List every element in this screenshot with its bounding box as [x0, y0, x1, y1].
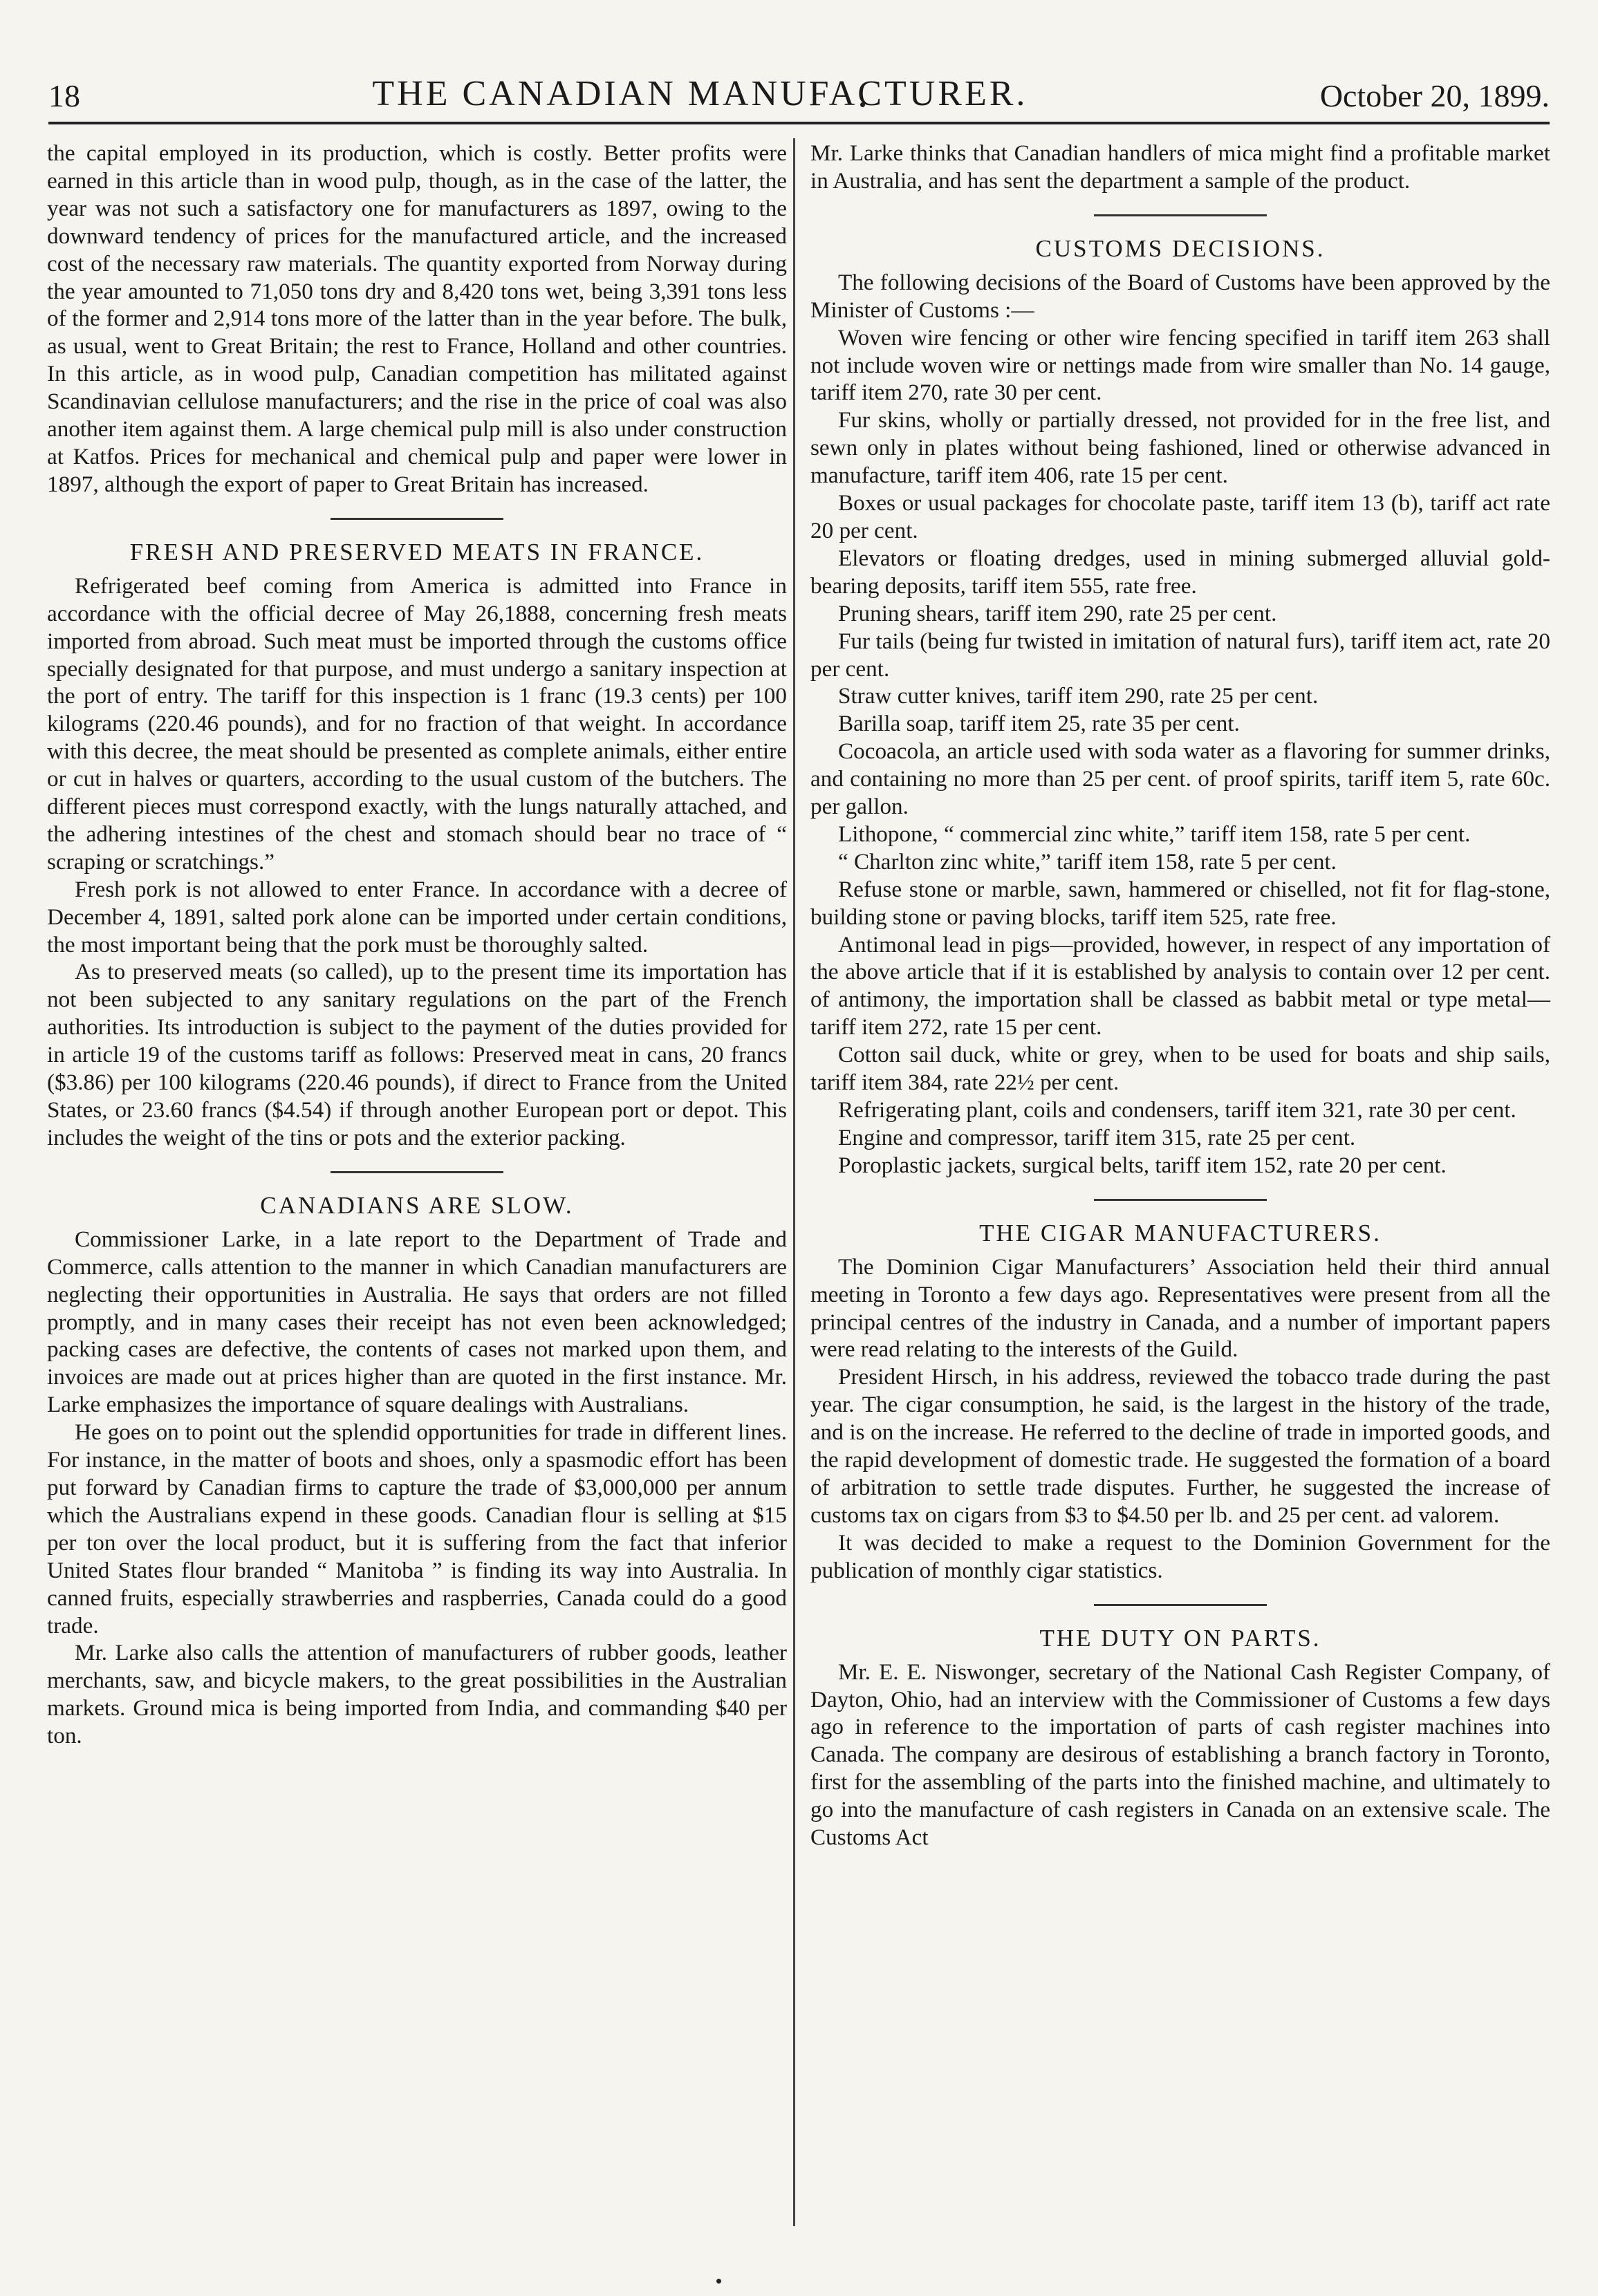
customs-decision: Lithopone, “ commercial zinc white,” tariff item 158, rate 5 per cent. — [838, 821, 1471, 847]
meats-paragraph: Refrigerated beef coming from America is admitted into France in accordance with the official decree of May 26,1888, concerning fresh meats imported from abroad. Such meat must be imported through the customs office specially designated for that purpose, and must undergo a sanitary inspection at the port of entry. The tariff for this inspection is 1 franc (19.3 cents) per 100 kilograms (220.46 pounds), and for no fraction of that weight. In accordance with this decree, the meat should be presented as complete animals, either entire or cut in halves or quarters, according to the usual custom of the butchers. The different pieces must correspond exactly, with the lungs naturally attached, and the adhering intestines of the chest and stomach should bear no trace of “ scraping or scratchings.” — [47, 572, 787, 875]
meats-paragraph: Fresh pork is not allowed to enter France. In accordance with a decree of December 4, 1891, salted pork alone can be imported under certain conditions, the most important being that the pork must be thoroughly salted. — [47, 876, 787, 958]
publication-title: THE CANADIAN MANUFACTURER. — [372, 74, 1028, 113]
customs-decision: Poroplastic jackets, surgical belts, tariff item 152, rate 20 per cent. — [838, 1152, 1447, 1178]
header-rule — [48, 122, 1550, 124]
cigar-paragraph: President Hirsch, in his address, reviewed the tobacco trade during the past year. The cigar consumption, he said, is the largest in the history of the trade, and is on the increase. He referred to the decline of trade in imported goods, and the rapid development of domestic trade. He suggested the formation of a board of arbitration to settle trade disputes. Further, he suggested the increase of customs tax on cigars from $3 to $4.50 per lb. and 25 per cent. ad valorem. — [810, 1364, 1550, 1528]
customs-decision: Antimonal lead in pigs—provided, however, in respect of any importation of the above article that if it is established by analysis to contain over 12 per cent. of antimony, the importation shall be classed as babbit metal or type metal—tariff item 272, rate 15 per cent. — [810, 931, 1550, 1040]
meats-paragraph: As to preserved meats (so called), up to the present time its importation has not been subjected to any sanitary regulations on the part of the French authorities. Its introduction is subject to the payment of the duties provided for in article 19 of the customs tariff as follows: Preserved meat in cans, 20 francs ($3.86) per 100 kilograms (220.46 pounds), if direct to France from the United States, or 23.60 francs ($4.54) if through another European port or depot. This includes the weight of the tins or pots and the exterior packing. — [47, 959, 787, 1150]
slow-heading: CANADIANS ARE SLOW. — [260, 1191, 574, 1219]
customs-decision: Refrigerating plant, coils and condensers, tariff item 321, rate 30 per cent. — [838, 1097, 1516, 1123]
cigar-paragraph: The Dominion Cigar Manufacturers’ Association held their third annual meeting in Toronto a few days ago. Representatives were present from all the principal centres of the industry in Canada, and a number of important papers were read relating to the interests of the Guild. — [810, 1253, 1550, 1363]
section-rule — [331, 518, 503, 520]
slow-paragraph: He goes on to point out the splendid opportunities for trade in different lines. For instance, in the matter of boots and shoes, only a spasmodic effort has been put forward by Canadian firms to capture the trade of $3,000,000 per annum which the Australians expend in these goods. Canadian flour is selling at $15 per ton over the local product, but it is suffering from the fact that inferior United States flour branded “ Manitoba ” is finding its way into Australia. In canned fruits, especially strawberries and raspberries, Canada could do a good trade. — [47, 1419, 787, 1639]
customs-decision: “ Charlton zinc white,” tariff item 158, rate 5 per cent. — [838, 848, 1337, 875]
customs-decision: Fur skins, wholly or partially dressed, not provided for in the free list, and sewn only in plates without being fashioned, lined or otherwise advanced in manufacture, tariff item 406, rate 15 per cent. — [810, 407, 1550, 489]
customs-decision: Barilla soap, tariff item 25, rate 35 per cent. — [838, 711, 1240, 737]
issue-date: October 20, 1899. — [1319, 78, 1550, 113]
print-speck — [716, 2279, 721, 2284]
customs-decision: Fur tails (being fur twisted in imitation of natural furs), tariff item act, rate 20 per cent. — [810, 628, 1550, 682]
customs-decision-list — [810, 269, 1550, 1179]
page-header — [48, 64, 1550, 112]
customs-decision: Straw cutter knives, tariff item 290, rate 25 per cent. — [838, 683, 1319, 709]
customs-decision: Engine and compressor, tariff item 315, rate 25 per cent. — [838, 1124, 1356, 1150]
page-number: 18 — [48, 78, 80, 113]
meats-heading: FRESH AND PRESERVED MEATS IN FRANCE. — [129, 538, 705, 566]
cigar-heading: THE CIGAR MANUFACTURERS. — [979, 1219, 1382, 1247]
customs-heading: CUSTOMS DECISIONS. — [1035, 234, 1326, 262]
slow-paragraph: Commissioner Larke, in a late report to the Department of Trade and Commerce, calls attention to the manner in which Canadian manufacturers are neglecting their opportunities in Australia. He says that orders are not filled promptly, and in many cases their receipt has not even been acknowledged; packing cases are defective, the contents of cases not marked upon them, and invoices are made out at prices higher than are quoted in the first instance. Mr. Larke emphasizes the importance of square dealings with Australians. — [47, 1226, 787, 1418]
column-divider — [793, 138, 795, 2226]
mica-continuation: Mr. Larke thinks that Canadian handlers of mica might find a profitable market in Australia, and has sent the department a sample of the product. — [810, 140, 1550, 194]
customs-decision: Pruning shears, tariff item 290, rate 25 per cent. — [838, 600, 1277, 626]
slow-paragraph: Mr. Larke also calls the attention of manufacturers of rubber goods, leather merchants, saw, and bicycle makers, to the great possibilities in the Australian markets. Ground mica is being imported from India, and commanding $40 per ton. — [47, 1640, 787, 1749]
section-rule — [1094, 1604, 1267, 1606]
section-rule — [1094, 1199, 1267, 1201]
customs-decision: Cotton sail duck, white or grey, when to be used for boats and ship sails, tariff item 384, rate 22½ per cent. — [810, 1042, 1550, 1096]
customs-decision: Elevators or floating dredges, used in mining submerged alluvial gold-bearing deposits, tariff item 555, rate free. — [810, 545, 1550, 599]
customs-decision: Woven wire fencing or other wire fencing specified in tariff item 263 shall not include woven wire or nettings made from wire smaller than No. 14 gauge, tariff item 270, rate 30 per cent. — [810, 324, 1550, 406]
cigar-paragraph: It was decided to make a request to the Dominion Government for the publication of monthly cigar statistics. — [810, 1529, 1550, 1583]
customs-decision: Cocoacola, an article used with soda water as a flavoring for summer drinks, and containing no more than 25 per cent. of proof spirits, tariff item 5, rate 60c. per gallon. — [810, 738, 1550, 820]
section-rule — [331, 1171, 503, 1173]
right-column — [810, 140, 1550, 1851]
customs-decision: The following decisions of the Board of Customs have been approved by the Minister of Customs :— — [810, 269, 1550, 323]
left-column — [47, 140, 787, 1750]
duty-heading: THE DUTY ON PARTS. — [1039, 1624, 1321, 1652]
customs-decision: Refuse stone or marble, sawn, hammered or chiselled, not fit for flag-stone, building stone or paving blocks, tariff item 525, rate free. — [810, 876, 1550, 930]
customs-decision: Boxes or usual packages for chocolate paste, tariff item 13 (b), tariff act rate 20 per cent. — [810, 490, 1550, 543]
pulp-article-continuation: the capital employed in its production, which is costly. Better profits were earned in this article than in wood pulp, though, as in the case of the latter, the year was not such a satisfactory one for manufacturers as 1897, owing to the downward tendency of prices for the manufactured article, and the increased cost of the necessary raw materials. The quantity exported from Norway during the year amounted to 71,050 tons dry and 8,420 tons wet, being 3,391 tons less of the former and 2,914 tons more of the latter than in the year before. The bulk, as usual, went to Great Britain; the rest to France, Holland and other countries. In this article, as in wood pulp, Canadian competition has militated against Scandinavian cellulose manufacturers; and the rise in the price of coal was also another item against them. A large chemical pulp mill is also under construction at Katfos. Prices for mechanical and chemical pulp and paper were lower in 1897, although the export of paper to Great Britain has increased. — [47, 140, 787, 497]
section-rule — [1094, 214, 1267, 216]
duty-paragraph: Mr. E. E. Niswonger, secretary of the National Cash Register Company, of Dayton, Ohio, had an interview with the Commissioner of Customs a few days ago in reference to the importation of parts of cash register machines into Canada. The company are desirous of establishing a branch factory in Toronto, first for the assembling of the parts into the finished machine, and ultimately to go into the manufacture of cash registers in Canada on an extensive scale. The Customs Act — [810, 1659, 1550, 1851]
